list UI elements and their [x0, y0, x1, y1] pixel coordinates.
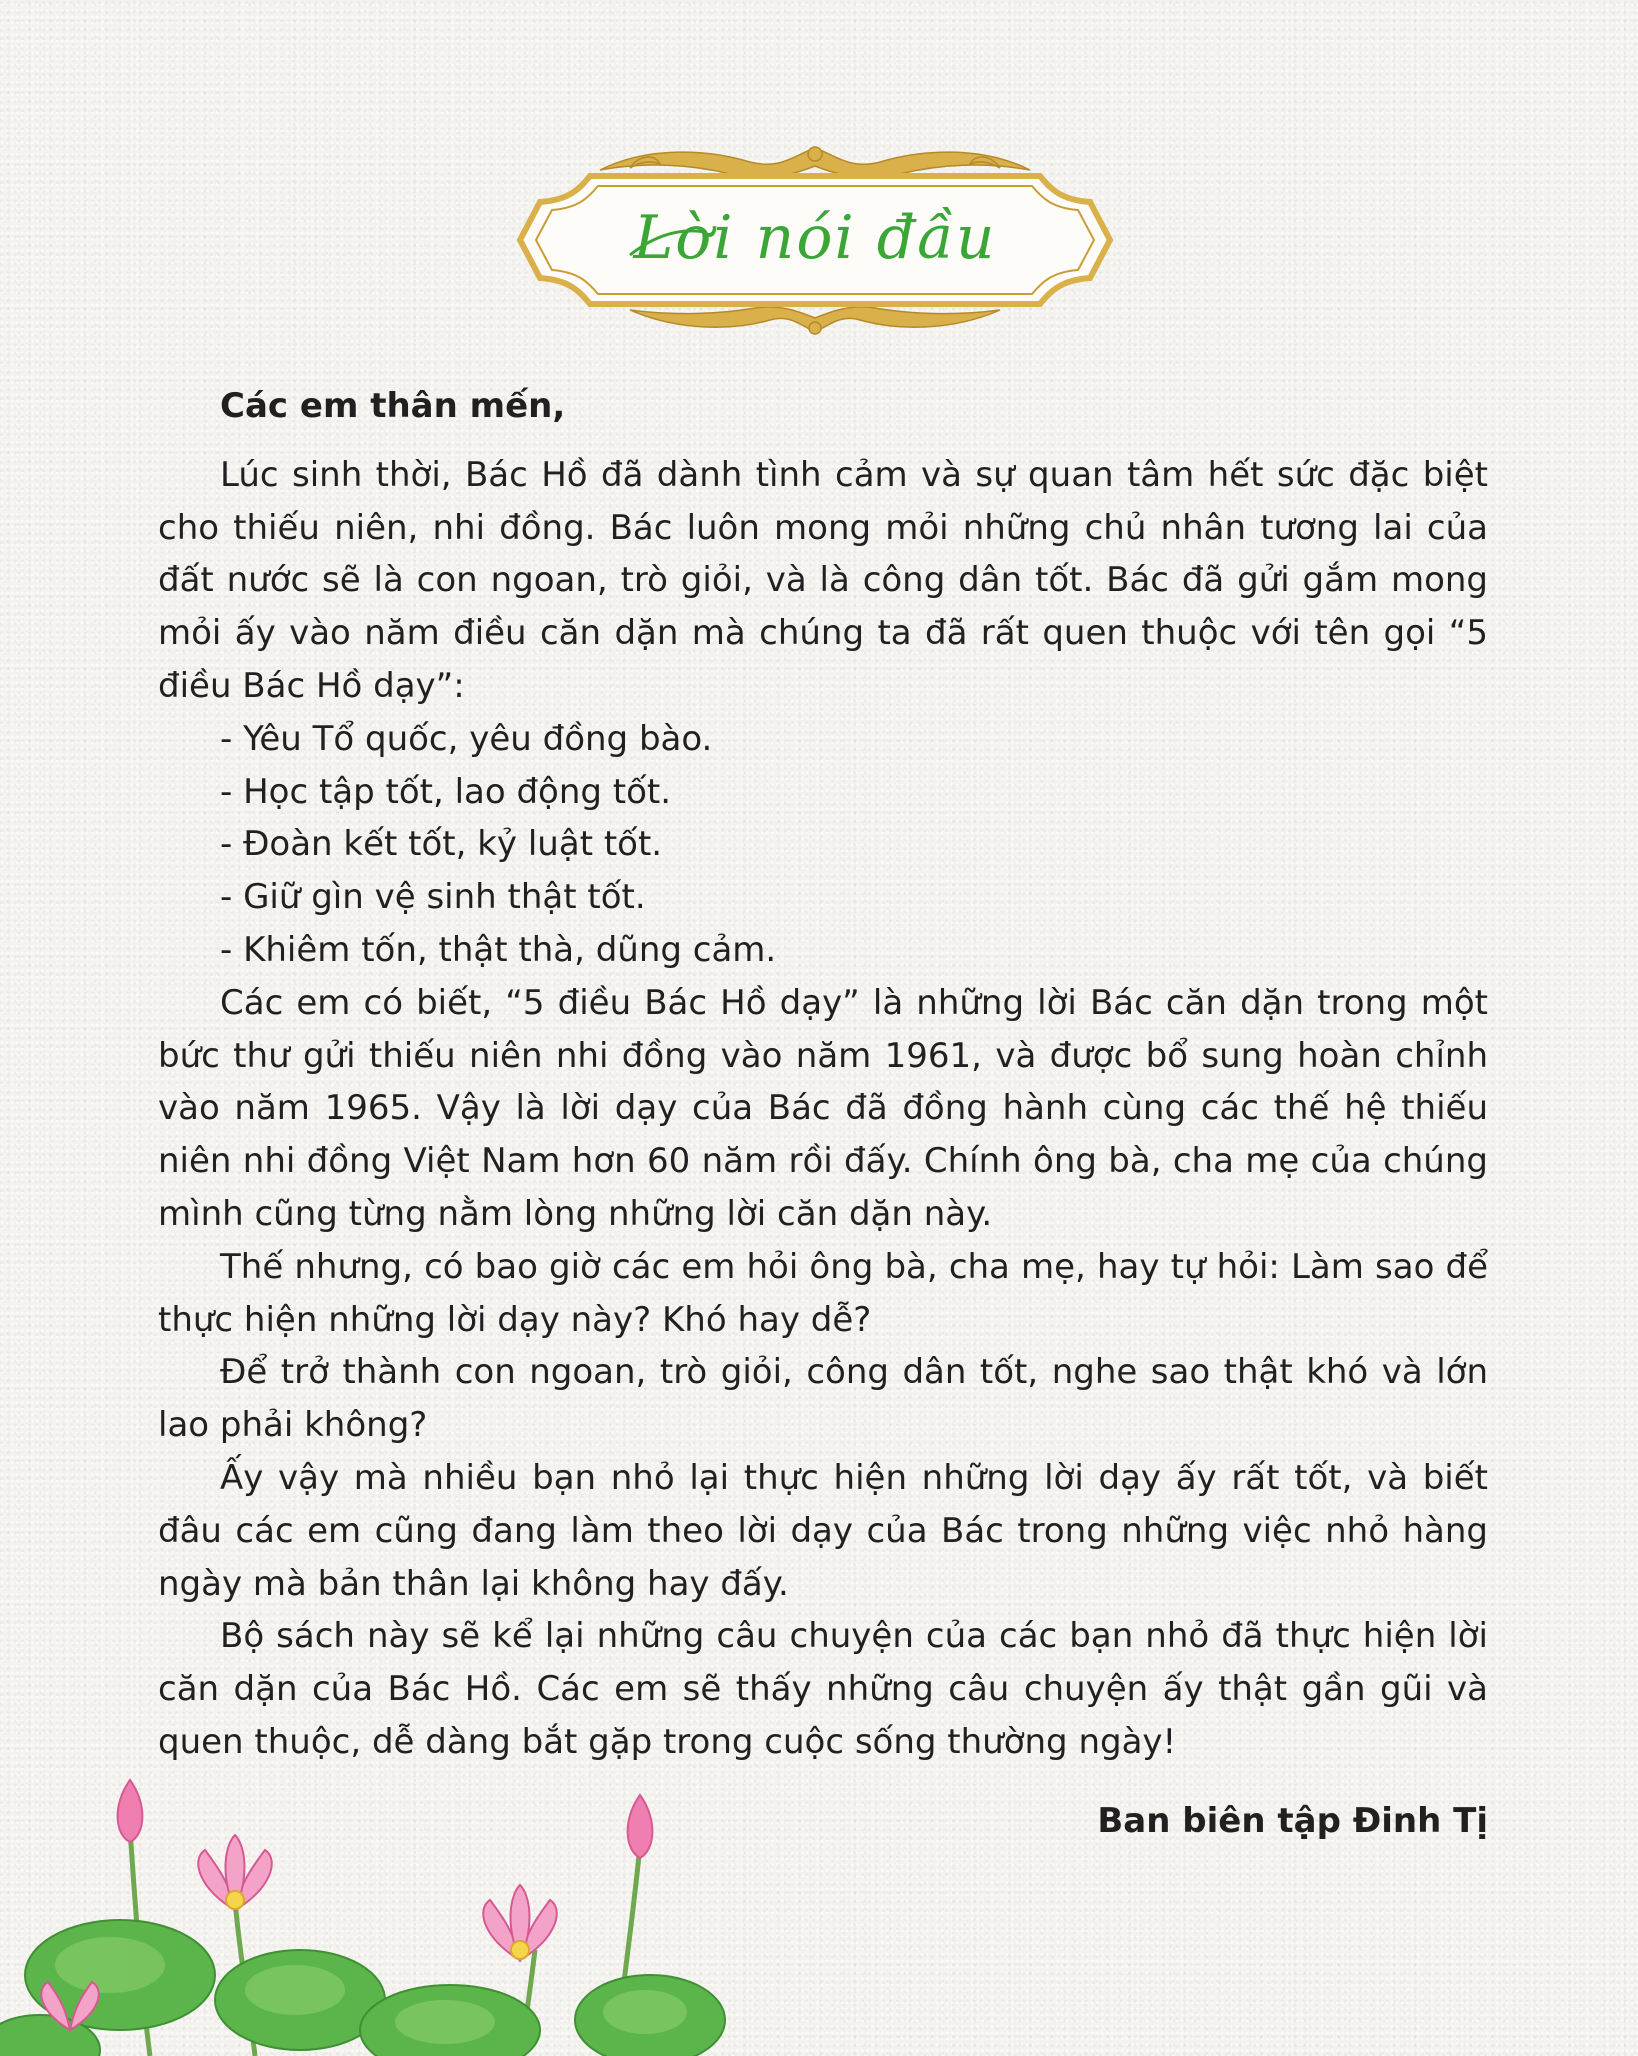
signature: Ban biên tập Đinh Tị — [1097, 1801, 1488, 1841]
teaching-item: - Giữ gìn vệ sinh thật tốt. — [220, 877, 646, 918]
teaching-item: - Học tập tốt, lao động tốt. — [220, 771, 672, 812]
encouragement-paragraph: Ấy vậy mà nhiều bạn nhỏ lại thực hiện những lời dạy ấy rất tốt, và biết đâu các em cũng đang làm theo lời dạy của Bác trong những việc nhỏ hàng ngày mà bản thân lại không hay đấy. — [158, 1457, 1488, 1604]
lotus-decoration-icon — [0, 1750, 740, 2056]
intro-paragraph: Lúc sinh thời, Bác Hồ đã dành tình cảm và sự quan tâm hết sức đặc biệt cho thiếu niên, nhi đồng. Bác luôn mong mỏi những chủ nhân tương lai của đất nước sẽ là con ngoan, trò giỏi, và là công dân tốt. Bác đã gửi gắm mong mỏi ấy vào năm điều căn dặn mà chúng ta đã rất quen thuộc với tên gọi “5 điều Bác Hồ dạy”: — [158, 454, 1488, 706]
title-banner — [480, 140, 1150, 340]
teaching-item: - Đoàn kết tốt, kỷ luật tốt. — [220, 824, 663, 865]
question-paragraph: Thế nhưng, có bao giờ các em hỏi ông bà, cha mẹ, hay tự hỏi: Làm sao để thực hiện những lời dạy này? Khó hay dễ? — [158, 1246, 1488, 1340]
page-title: Lời nói đầu — [633, 203, 997, 273]
challenge-paragraph: Để trở thành con ngoan, trò giỏi, công dân tốt, nghe sao thật khó và lớn lao phải không? — [158, 1352, 1488, 1446]
greeting: Các em thân mến, — [220, 386, 566, 426]
history-paragraph: Các em có biết, “5 điều Bác Hồ dạy” là những lời Bác căn dặn trong một bức thư gửi thiếu niên nhi đồng vào năm 1961, và được bổ sung hoàn chỉnh vào năm 1965. Vậy là lời dạy của Bác đã đồng hành cùng các thế hệ thiếu niên nhi đồng Việt Nam hơn 60 năm rồi đấy. Chính ông bà, cha mẹ của chúng mình cũng từng nằm lòng những lời căn dặn này. — [158, 982, 1488, 1234]
teaching-item: - Khiêm tốn, thật thà, dũng cảm. — [220, 929, 777, 970]
teaching-item: - Yêu Tổ quốc, yêu đồng bào. — [220, 718, 713, 759]
book-intro-paragraph: Bộ sách này sẽ kể lại những câu chuyện của các bạn nhỏ đã thực hiện lời căn dặn của Bác Hồ. Các em sẽ thấy những câu chuyện ấy thật gần gũi và quen thuộc, dễ dàng bắt gặp trong cuộc sống thường ngày! — [158, 1616, 1488, 1762]
preface-body — [158, 380, 1488, 1769]
